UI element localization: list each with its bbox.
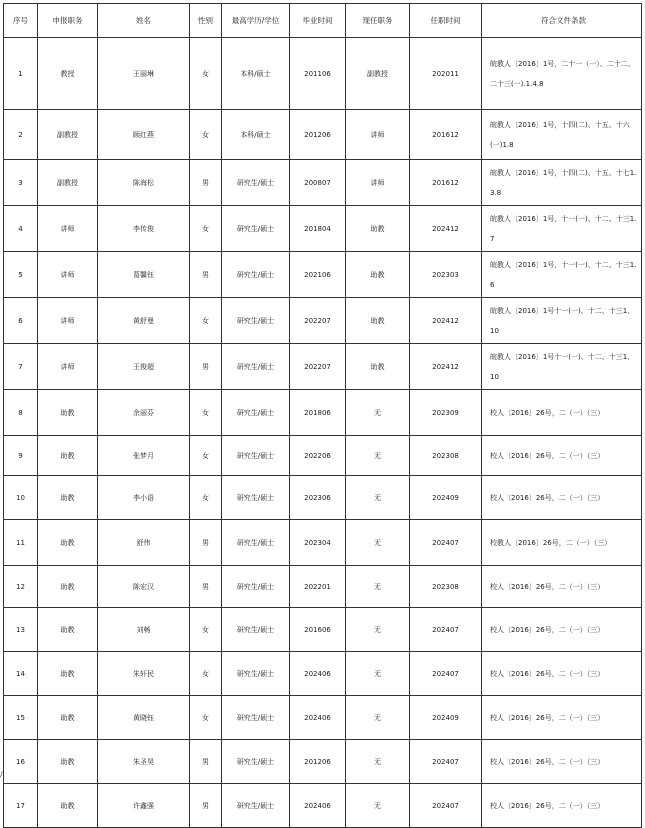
cell-name: 黄晓钰: [98, 696, 190, 740]
table-row: [4, 344, 642, 390]
cell-graduation-time: 202106: [290, 252, 346, 298]
cell-education: 研究生/硕士: [222, 390, 290, 436]
table-row: [4, 390, 642, 436]
cell-current-position: 助教: [346, 252, 410, 298]
cell-applied-position: 助教: [38, 652, 98, 696]
header-clause: 符合文件条款: [482, 4, 642, 38]
cell-index: 6: [4, 298, 38, 344]
cell-clause: 校人〔2016〕26号，二（一）（三）: [482, 740, 642, 784]
cell-gender: 男: [190, 344, 222, 390]
cell-gender: 男: [190, 784, 222, 828]
cell-index: 7: [4, 344, 38, 390]
cell-current-position: 无: [346, 520, 410, 566]
cell-clause: 校人〔2016〕26号，二（一）（三）: [482, 608, 642, 652]
cell-appointment-time: 202407: [410, 520, 482, 566]
cell-education: 研究生/硕士: [222, 652, 290, 696]
cell-name: 陈海松: [98, 160, 190, 206]
header-education: 最高学历/学位: [222, 4, 290, 38]
cell-current-position: 无: [346, 608, 410, 652]
table-row: [4, 436, 642, 476]
header-current-position: 现任职务: [346, 4, 410, 38]
cell-gender: 女: [190, 390, 222, 436]
cell-name: 李传俊: [98, 206, 190, 252]
cell-applied-position: 助教: [38, 696, 98, 740]
cell-name: 余丽芬: [98, 390, 190, 436]
cell-name: 顾红燕: [98, 110, 190, 160]
candidate-table: [3, 3, 642, 828]
cell-graduation-time: 201206: [290, 740, 346, 784]
cell-graduation-time: 202207: [290, 344, 346, 390]
table-row: [4, 38, 642, 110]
cell-current-position: 无: [346, 476, 410, 520]
cell-index: 2: [4, 110, 38, 160]
header-index: 序号: [4, 4, 38, 38]
cell-current-position: 无: [346, 696, 410, 740]
cell-applied-position: 讲师: [38, 206, 98, 252]
cell-applied-position: 副教授: [38, 160, 98, 206]
cell-index: 15: [4, 696, 38, 740]
cell-clause: 校人〔2016〕26号，二（一）（三）: [482, 566, 642, 608]
table-row: [4, 696, 642, 740]
cell-index: 4: [4, 206, 38, 252]
cell-clause: 皖教人〔2016〕1号，十一(一)、十二、十三1.6: [482, 252, 642, 298]
cell-applied-position: 助教: [38, 390, 98, 436]
cell-clause: 皖教人〔2016〕1号，十一(一)、十二、十三1.7: [482, 206, 642, 252]
cell-current-position: 无: [346, 740, 410, 784]
cell-gender: 男: [190, 252, 222, 298]
cell-applied-position: 教授: [38, 38, 98, 110]
cell-name: 李小语: [98, 476, 190, 520]
cell-education: 研究生/硕士: [222, 252, 290, 298]
cell-index: 3: [4, 160, 38, 206]
cell-appointment-time: 202309: [410, 390, 482, 436]
cell-clause: 皖教人〔2016〕1号十一(一)、十二、十三1、10: [482, 344, 642, 390]
cell-appointment-time: 202412: [410, 298, 482, 344]
cell-name: 许鑫强: [98, 784, 190, 828]
cell-index: 5: [4, 252, 38, 298]
cell-graduation-time: 201606: [290, 608, 346, 652]
cell-education: 研究生/硕士: [222, 206, 290, 252]
cell-graduation-time: 202406: [290, 696, 346, 740]
cell-gender: 女: [190, 608, 222, 652]
cell-applied-position: 讲师: [38, 298, 98, 344]
cell-gender: 女: [190, 298, 222, 344]
cell-index: 11: [4, 520, 38, 566]
cell-graduation-time: 202306: [290, 476, 346, 520]
table-row: [4, 608, 642, 652]
table-row: [4, 110, 642, 160]
cell-appointment-time: 202412: [410, 206, 482, 252]
cell-graduation-time: 202207: [290, 298, 346, 344]
cell-graduation-time: 201804: [290, 206, 346, 252]
cell-education: 研究生/硕士: [222, 160, 290, 206]
cell-applied-position: 副教授: [38, 110, 98, 160]
cell-current-position: 助教: [346, 344, 410, 390]
table-row: [4, 566, 642, 608]
cell-education: 研究生/硕士: [222, 344, 290, 390]
cell-appointment-time: 202409: [410, 476, 482, 520]
cell-education: 研究生/硕士: [222, 520, 290, 566]
cell-applied-position: 助教: [38, 436, 98, 476]
cell-gender: 女: [190, 206, 222, 252]
cell-name: 王俊超: [98, 344, 190, 390]
cell-appointment-time: 202407: [410, 740, 482, 784]
cell-current-position: 副教授: [346, 38, 410, 110]
cell-index: 16: [4, 740, 38, 784]
cell-gender: 女: [190, 110, 222, 160]
cell-appointment-time: 202308: [410, 566, 482, 608]
table-row: [4, 740, 642, 784]
cell-education: 研究生/硕士: [222, 566, 290, 608]
cell-name: 陈宏汉: [98, 566, 190, 608]
table-row: [4, 252, 642, 298]
cell-appointment-time: 202412: [410, 344, 482, 390]
header-name: 姓名: [98, 4, 190, 38]
cell-graduation-time: 200807: [290, 160, 346, 206]
cell-gender: 女: [190, 38, 222, 110]
cell-education: 研究生/硕士: [222, 436, 290, 476]
cell-gender: 女: [190, 476, 222, 520]
table-row: [4, 784, 642, 828]
table-row: [4, 520, 642, 566]
cell-current-position: 无: [346, 436, 410, 476]
edge-mark: /: [0, 770, 3, 779]
cell-clause: 校教人〔2016〕26号，二（一）（三）: [482, 520, 642, 566]
cell-applied-position: 讲师: [38, 344, 98, 390]
cell-applied-position: 助教: [38, 784, 98, 828]
cell-applied-position: 助教: [38, 740, 98, 784]
cell-applied-position: 助教: [38, 520, 98, 566]
cell-index: 8: [4, 390, 38, 436]
cell-name: 朱圣昊: [98, 740, 190, 784]
cell-education: 研究生/硕士: [222, 608, 290, 652]
cell-appointment-time: 202303: [410, 252, 482, 298]
cell-clause: 校人〔2016〕26号，二（一）（三）: [482, 476, 642, 520]
cell-education: 研究生/硕士: [222, 298, 290, 344]
cell-index: 17: [4, 784, 38, 828]
header-graduation-time: 毕业时间: [290, 4, 346, 38]
cell-education: 本科/硕士: [222, 38, 290, 110]
cell-current-position: 助教: [346, 298, 410, 344]
cell-gender: 女: [190, 436, 222, 476]
cell-index: 12: [4, 566, 38, 608]
cell-education: 研究生/硕士: [222, 784, 290, 828]
cell-gender: 男: [190, 160, 222, 206]
cell-gender: 男: [190, 566, 222, 608]
cell-clause: 皖教人〔2016〕1号，十四(二)、十五、十七1.3.8: [482, 160, 642, 206]
cell-clause: 校人〔2016〕26号，二（一）（三）: [482, 696, 642, 740]
cell-graduation-time: 202206: [290, 436, 346, 476]
cell-name: 王丽琳: [98, 38, 190, 110]
cell-name: 舒伟: [98, 520, 190, 566]
cell-applied-position: 助教: [38, 476, 98, 520]
cell-appointment-time: 202407: [410, 608, 482, 652]
cell-name: 张梦月: [98, 436, 190, 476]
cell-gender: 男: [190, 520, 222, 566]
table-body: [4, 38, 642, 828]
cell-graduation-time: 201106: [290, 38, 346, 110]
table-row: [4, 298, 642, 344]
cell-appointment-time: 202407: [410, 784, 482, 828]
header-gender: 性别: [190, 4, 222, 38]
cell-graduation-time: 202406: [290, 784, 346, 828]
cell-appointment-time: 201612: [410, 160, 482, 206]
table-row: [4, 652, 642, 696]
cell-appointment-time: 202308: [410, 436, 482, 476]
cell-graduation-time: 202304: [290, 520, 346, 566]
cell-applied-position: 助教: [38, 608, 98, 652]
cell-applied-position: 助教: [38, 566, 98, 608]
cell-clause: 校人〔2016〕26号，二（一）（三）: [482, 652, 642, 696]
cell-index: 10: [4, 476, 38, 520]
cell-clause: 皖教人〔2016〕1号，十四(二)、十五、十六(一)1.8: [482, 110, 642, 160]
header-appointment-time: 任职时间: [410, 4, 482, 38]
cell-graduation-time: 202201: [290, 566, 346, 608]
cell-clause: 校人〔2016〕26号，二（一）（三）: [482, 784, 642, 828]
cell-graduation-time: 202406: [290, 652, 346, 696]
cell-education: 研究生/硕士: [222, 740, 290, 784]
cell-current-position: 无: [346, 652, 410, 696]
table-row: [4, 206, 642, 252]
table-row: [4, 476, 642, 520]
header-applied-position: 申报职务: [38, 4, 98, 38]
cell-appointment-time: 202407: [410, 652, 482, 696]
cell-index: 14: [4, 652, 38, 696]
cell-index: 1: [4, 38, 38, 110]
cell-appointment-time: 202011: [410, 38, 482, 110]
cell-education: 本科/硕士: [222, 110, 290, 160]
cell-name: 葛馨钰: [98, 252, 190, 298]
cell-gender: 男: [190, 740, 222, 784]
cell-current-position: 无: [346, 390, 410, 436]
cell-clause: 皖教人〔2016〕1号，二十一（一）、二十二、二十三(一).1.4.8: [482, 38, 642, 110]
header-row: [4, 4, 642, 38]
cell-applied-position: 讲师: [38, 252, 98, 298]
cell-appointment-time: 201612: [410, 110, 482, 160]
cell-education: 研究生/硕士: [222, 696, 290, 740]
cell-name: 黄舒曼: [98, 298, 190, 344]
cell-graduation-time: 201806: [290, 390, 346, 436]
cell-appointment-time: 202409: [410, 696, 482, 740]
cell-clause: 校人〔2016〕26号，二（一）（三）: [482, 390, 642, 436]
cell-education: 研究生/硕士: [222, 476, 290, 520]
cell-clause: 皖教人〔2016〕1号十一(一)、十二、十三1、10: [482, 298, 642, 344]
table-row: [4, 160, 642, 206]
cell-current-position: 助教: [346, 206, 410, 252]
cell-current-position: 无: [346, 784, 410, 828]
cell-clause: 校人〔2016〕26号，二（一）（三）: [482, 436, 642, 476]
cell-gender: 女: [190, 652, 222, 696]
cell-current-position: 无: [346, 566, 410, 608]
cell-current-position: 讲师: [346, 110, 410, 160]
cell-index: 9: [4, 436, 38, 476]
cell-name: 朱轩民: [98, 652, 190, 696]
cell-index: 13: [4, 608, 38, 652]
cell-current-position: 讲师: [346, 160, 410, 206]
cell-gender: 女: [190, 696, 222, 740]
cell-graduation-time: 201206: [290, 110, 346, 160]
cell-name: 刘畅: [98, 608, 190, 652]
